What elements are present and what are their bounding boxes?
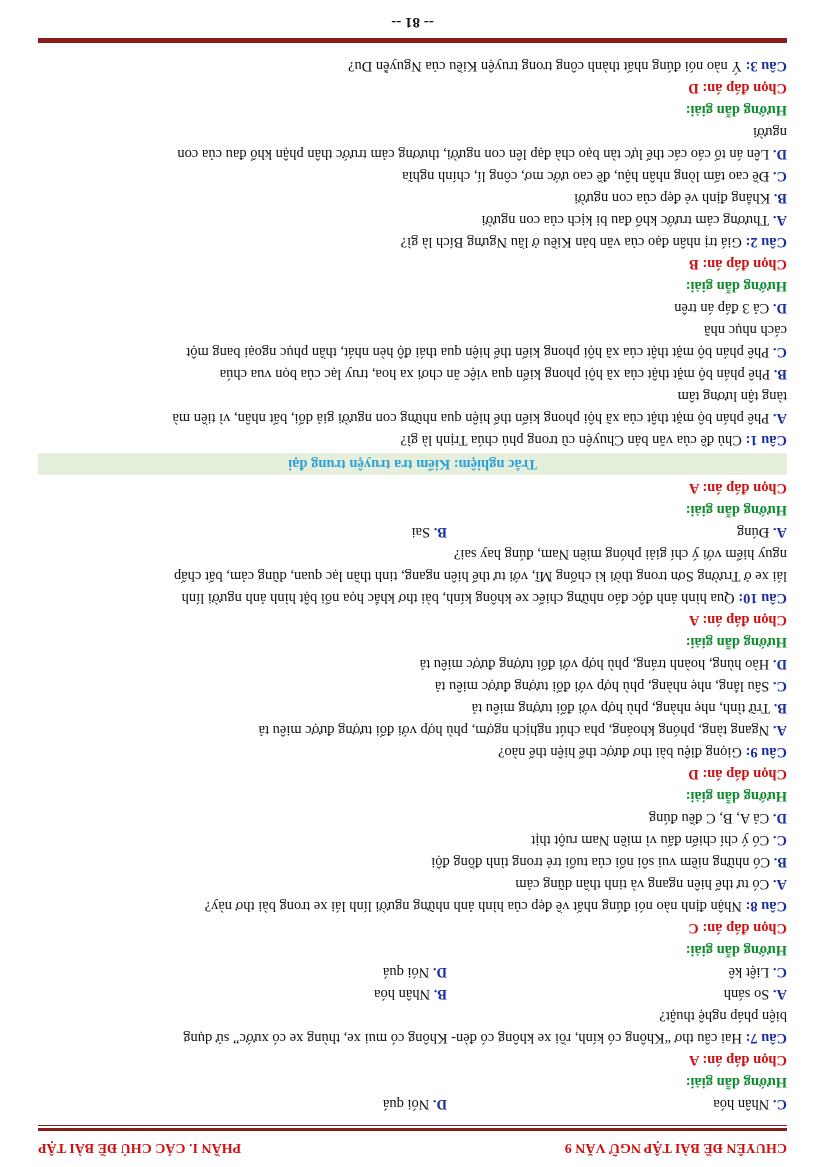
option-row: A. So sánh B. Nhân hóa	[374, 986, 787, 1002]
page-number: -- 81 --	[391, 14, 434, 30]
option-c: C. Sâu lắng, nhẹ nhàng, phù hợp với đối tượng được miêu tả	[434, 678, 787, 694]
question-7-cont: biện pháp nghệ thuật?	[659, 1008, 787, 1024]
option-b: B. Khẳng định vẻ đẹp của con người	[574, 190, 787, 206]
answer-line: Chọn đáp án: A	[689, 1052, 787, 1068]
option-a: A. Có tư thế hiên ngang và tinh thần dũng cảm	[515, 876, 787, 892]
question-10-cont: lái xe ở Trường Sơn trong thời kì chống Mĩ, với tư thế hiên ngang, tinh thần lạc quan, dũng cảm, bất chấp	[173, 568, 787, 584]
guide-heading: Hướng dẫn giải:	[685, 1074, 787, 1090]
option-c: C. Có ý chí chiến đấu vì miền Nam ruột thịt	[531, 832, 787, 848]
answer-line: Chọn đáp án: C	[688, 920, 787, 936]
question-1: Câu 1: Chủ đề của văn bản Chuyện cũ trong phủ chúa Trịnh là gì?	[400, 432, 787, 448]
guide-heading: Hướng dẫn giải:	[685, 634, 787, 650]
question-8: Câu 8: Nhận định nào nói đúng nhất về đẹp của hình ảnh những người lính lái xe trong bài thơ này?	[204, 898, 787, 914]
answer-line: Chọn đáp án: B	[689, 256, 787, 272]
answer-line: Chọn đáp án: A	[689, 480, 787, 496]
option-a: A. Ngang tàng, phóng khoáng, pha chút nghịch ngợm, phù hợp với đối tượng được miêu tả	[258, 722, 787, 738]
option-d: D. Lên án tố cáo các thế lực tàn bạo chà đạp lên con người, thương cảm trước thân phận khổ đau của con	[177, 146, 787, 162]
option-row: C. Nhân hóa D. Nói quá	[382, 1096, 787, 1112]
question-3: Câu 3: Ý nào nói đúng nhất thành công trong truyện Kiều của Nguyễn Du?	[348, 58, 787, 74]
section-banner: Trắc nghiệm: Kiểm tra truyện trung đại	[38, 453, 787, 475]
guide-heading: Hướng dẫn giải:	[685, 788, 787, 804]
header-rule	[38, 1128, 787, 1131]
guide-heading: Hướng dẫn giải:	[685, 102, 787, 118]
option-row: A. Đúng B. Sai	[411, 524, 787, 540]
footer-rule	[38, 38, 787, 43]
option-a: A. Thương cảm trước khổ đau bi kịch của con người	[481, 212, 787, 228]
page-header	[38, 1137, 787, 1155]
option-row: C. Liệt kê D. Nói quá	[382, 964, 787, 980]
option-d-cont: người	[752, 124, 787, 140]
option-b: B. Trữ tình, nhẹ nhàng, phù hợp với đối tượng miêu tả	[471, 700, 787, 716]
question-10-cont: nguy hiểm với ý chí giải phóng miền Nam, đúng hay sai?	[453, 546, 787, 562]
answer-line: Chọn đáp án: D	[688, 80, 787, 96]
option-a: A. Phê phán bộ mặt thật của xã hội phong kiến thể hiện qua những con người giả dối, bất nhân, vì tiền mà	[172, 410, 787, 426]
option-d: D. Hào hùng, hoành tráng, phù hợp với đối tượng được miêu tả	[419, 656, 787, 672]
option-c: C. Đề cao tấm lòng nhân hậu, đề cao ước mơ, công lí, chính nghĩa	[402, 168, 787, 184]
option-b: B. Phê phán bộ mặt thật của xã hội phong kiến qua việc ăn chơi xa hoa, truy lạc của bọn vua chúa	[219, 366, 787, 382]
question-7: Câu 7: Hai câu thơ “Không có kính, rồi xe không có đèn- Không có mui xe, thùng xe có xước” sử dụng	[183, 1030, 787, 1046]
question-9: Câu 9: Giọng điệu bài thơ được thể hiện thế nào?	[498, 744, 787, 760]
guide-heading: Hướng dẫn giải:	[685, 942, 787, 958]
guide-heading: Hướng dẫn giải:	[685, 502, 787, 518]
option-d: D. Cả A, B, C đều đúng	[648, 810, 787, 826]
option-c-cont: cách nhục nhã	[704, 322, 787, 338]
header-rule-thin	[38, 1125, 787, 1126]
option-c: C. Phê phán bộ mặt thật của xã hội phong kiến thể hiện qua thái độ hèn nhát, thần phục ngoại bang một	[186, 344, 787, 360]
answer-line: Chọn đáp án: D	[688, 766, 787, 782]
option-d: D. Cả 3 đáp án trên	[674, 300, 787, 316]
question-10: Câu 10: Qua hình ảnh độc đáo những chiếc xe không kính, bài thơ khắc họa nổi bật hình ảnh người lính	[181, 590, 787, 606]
question-2: Câu 2: Giá trị nhân đạo của văn bản Kiều ở lầu Ngưng Bích là gì?	[400, 234, 787, 250]
option-b: B. Có những niềm vui sôi nổi của tuổi trẻ trong tình đồng đội	[431, 854, 787, 870]
header-right: PHẦN I. CÁC CHỦ ĐỀ BÀI TẬP	[38, 1140, 242, 1155]
answer-line: Chọn đáp án: A	[689, 612, 787, 628]
header-left: CHUYÊN ĐỀ BÀI TẬP NGỮ VĂN 9	[564, 1140, 787, 1155]
option-a-cont: tàng tận lương tâm	[677, 388, 787, 404]
guide-heading: Hướng dẫn giải:	[685, 278, 787, 294]
